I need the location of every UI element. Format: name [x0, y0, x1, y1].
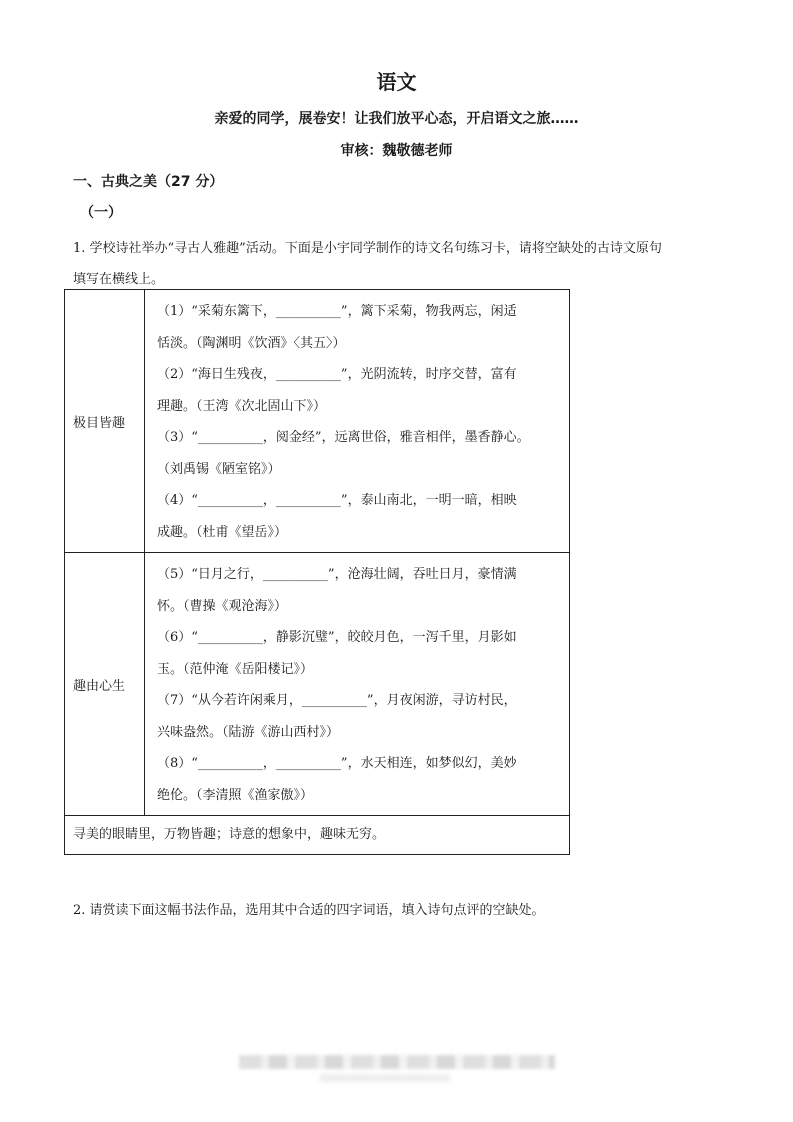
- theme-cell: 极目皆趣: [65, 290, 145, 553]
- item-line: 玉。（范仲淹《岳阳楼记》）: [157, 661, 314, 677]
- items-cell: [145, 553, 570, 816]
- item-line: （7）“从今若许闲乘月，__________”，月夜闲游，寻访村民，: [157, 693, 517, 708]
- item-line: （2）“海日生残夜，__________”，光阴流转，时序交替，富有: [157, 367, 517, 382]
- item-line: 成趣。（杜甫《望岳》）: [157, 524, 288, 540]
- item-line: （3）“__________，阅金经”，远离世俗，雅音相伴，墨香静心。: [157, 430, 530, 445]
- page-title: 语文: [376, 70, 417, 94]
- table-row: [65, 553, 570, 816]
- items-cell: [145, 290, 570, 553]
- item-line: （8）“__________，__________”，水天相连，如梦似幻，美妙: [157, 756, 517, 771]
- question-1: [73, 233, 723, 295]
- blurred-footer-watermark: [239, 1055, 555, 1069]
- table-row: [65, 816, 570, 855]
- page-subtitle: 亲爱的同学，展卷安！让我们放平心态，开启语文之旅……: [214, 111, 579, 127]
- table-row: [65, 290, 570, 553]
- item-line: （刘禹锡《陋室铭》）: [157, 461, 281, 477]
- item-line: 恬淡。（陶渊明《饮酒》〈其五〉）: [157, 335, 346, 351]
- section-heading: 一、古典之美（27 分）: [73, 174, 224, 190]
- item-line: 绝伦。（李清照《渔家傲》）: [157, 787, 314, 803]
- item-line: （5）“日月之行，__________”，沧海壮阔，吞吐日月，豪情满: [157, 567, 517, 582]
- theme-cell: 趣由心生: [65, 553, 145, 816]
- subsection-heading: （一）: [80, 205, 122, 221]
- reviewer-line: 审核：魏敬德老师: [340, 143, 453, 159]
- item-line: 兴味盎然。（陆游《游山西村》）: [157, 724, 340, 740]
- summary-cell: 寻美的眼睛里，万物皆趣；诗意的想象中，趣味无穷。: [65, 816, 570, 855]
- item-line: 理趣。（王湾《次北固山下》）: [157, 398, 327, 414]
- poem-practice-table: [64, 289, 570, 855]
- question-1-line-1: 1. 学校诗社举办“寻古人雅趣”活动。下面是小宇同学制作的诗文名句练习卡，请将空缺处的古诗文原句: [73, 241, 662, 256]
- question-2: 2. 请赏读下面这幅书法作品，选用其中合适的四字词语，填入诗句点评的空缺处。: [73, 903, 545, 918]
- item-line: 怀。（曹操《观沧海》）: [157, 598, 288, 614]
- question-1-line-2: 填写在横线上。: [73, 272, 165, 287]
- item-line: （4）“__________，__________”，泰山南北，一明一暗，相映: [157, 493, 517, 508]
- blurred-footer-watermark-line: [320, 1074, 450, 1082]
- item-line: （1）“采菊东篱下，__________”，篱下采菊，物我两忘，闲适: [157, 304, 517, 319]
- item-line: （6）“__________，静影沉璧”，皎皎月色，一泻千里，月影如: [157, 630, 517, 645]
